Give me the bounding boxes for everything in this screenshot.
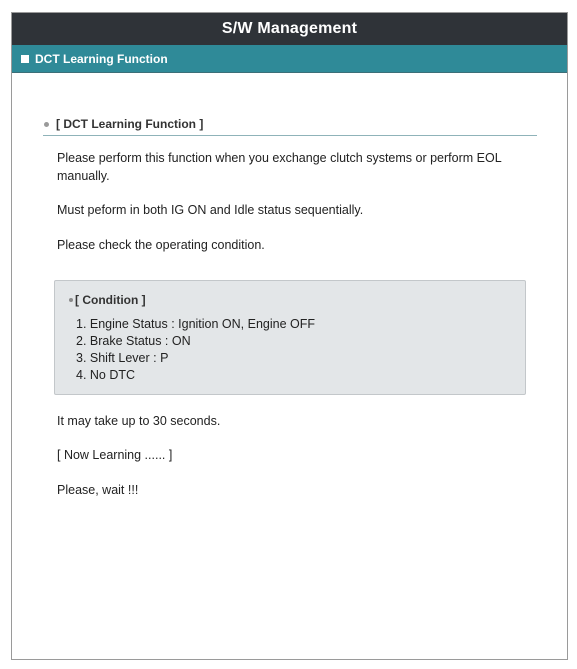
window-title: S/W Management <box>221 20 358 37</box>
bullet-icon <box>69 298 73 302</box>
time-note: It may take up to 30 seconds. <box>57 414 221 428</box>
section-header <box>12 45 567 73</box>
condition-list <box>76 316 315 384</box>
condition-item: 3. Shift Lever : P <box>76 351 169 365</box>
function-heading-text: [ DCT Learning Function ] <box>56 117 204 131</box>
wait-message: Please, wait !!! <box>57 483 139 497</box>
function-heading <box>44 117 203 131</box>
sw-management-window <box>11 12 568 660</box>
condition-item: 4. No DTC <box>76 368 136 382</box>
square-icon <box>21 55 29 63</box>
window-title-bar <box>12 13 567 45</box>
section-title: DCT Learning Function <box>35 51 168 66</box>
condition-item: 2. Brake Status : ON <box>76 334 191 348</box>
bullet-icon <box>44 122 49 127</box>
condition-title <box>69 293 146 307</box>
instruction-paragraph-3: Please check the operating condition. <box>57 238 265 252</box>
condition-title-text: [ Condition ] <box>75 293 146 307</box>
instruction-paragraph-2: Must peform in both IG ON and Idle status sequentially. <box>57 203 364 217</box>
instruction-paragraph-1: Please perform this function when you exchange clutch systems or perform EOL manually. <box>57 151 502 183</box>
learning-status: [ Now Learning ...... ] <box>57 448 173 462</box>
heading-divider <box>43 135 537 136</box>
condition-item: 1. Engine Status : Ignition ON, Engine OFF <box>76 317 316 331</box>
condition-box <box>54 280 526 395</box>
